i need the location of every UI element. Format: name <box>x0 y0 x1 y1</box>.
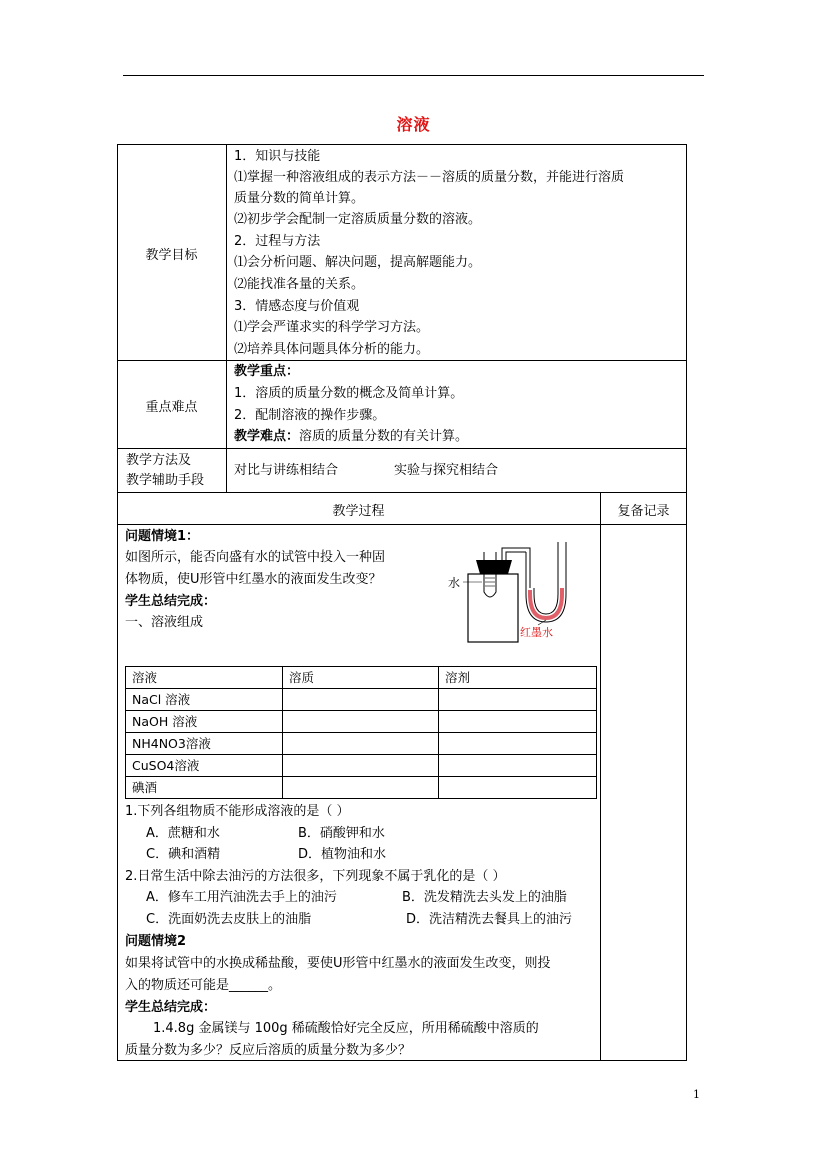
scenario1-summary: 学生总结完成： <box>125 594 217 609</box>
table-cell <box>439 777 597 799</box>
method-value: 对比与讲练相结合 <box>234 463 339 478</box>
calc-problem: 质量分数为多少？反应后溶质的质量分数为多少？ <box>125 1043 412 1058</box>
table-cell: CuSO4溶液 <box>126 755 283 777</box>
objective-line: 1．知识与技能 <box>234 149 321 164</box>
table-cell <box>283 755 439 777</box>
table-row <box>126 733 597 755</box>
table-header: 溶剂 <box>439 667 597 689</box>
objective-line: 3．情感态度与价值观 <box>234 299 360 314</box>
red-ink <box>528 588 564 620</box>
methods-label-line2: 教学辅助手段 <box>126 473 205 488</box>
table-cell <box>283 777 439 799</box>
difficulty-title: 教学难点： <box>234 429 300 444</box>
column-divider <box>600 492 601 1061</box>
table-cell: NH4NO3溶液 <box>126 733 283 755</box>
table-cell <box>283 733 439 755</box>
question1-option-c: C．碘和酒精 <box>146 847 221 862</box>
table-header: 溶液 <box>126 667 283 689</box>
composition-table <box>125 666 597 799</box>
question1-option-a: A．蔗糖和水 <box>146 826 220 841</box>
page-title: 溶液 <box>396 115 431 134</box>
table-cell <box>439 689 597 711</box>
objective-line: 2．过程与方法 <box>234 234 321 249</box>
objective-line: ⑵培养具体问题具体分析的能力。 <box>234 342 430 357</box>
table-cell <box>439 733 597 755</box>
row-divider <box>117 492 687 493</box>
method-value: 实验与探究相结合 <box>394 463 499 478</box>
objective-line: ⑵能找准各量的关系。 <box>234 277 365 292</box>
question2-option-a: A．修车工用汽油洗去手上的油污 <box>146 890 337 905</box>
question2-option-b: B．洗发精洗去头发上的油脂 <box>402 890 567 905</box>
objectives-label: 教学目标 <box>145 248 198 263</box>
difficulty-line <box>234 426 468 447</box>
u-tube-apparatus-diagram <box>448 538 578 648</box>
stopper <box>476 560 512 574</box>
scenario2-text: 如果将试管中的水换成稀盐酸，要使U形管中红墨水的液面发生改变，则投 <box>125 956 551 971</box>
table-cell: 碘酒 <box>126 777 283 799</box>
table-row <box>126 777 597 799</box>
table-cell <box>283 689 439 711</box>
question2-option-c: C．洗面奶洗去皮肤上的油脂 <box>146 912 312 927</box>
scenario2-text: 入的物质还可能是______。 <box>125 978 282 993</box>
question1-option-b: B．硝酸钾和水 <box>298 826 385 841</box>
table-cell <box>439 711 597 733</box>
difficulty-text: 溶质的质量分数的有关计算。 <box>299 429 469 444</box>
row-divider <box>117 448 687 449</box>
table-cell: NaCl 溶液 <box>126 689 283 711</box>
focus-title: 教学重点： <box>234 364 300 379</box>
table-header-row <box>126 667 597 689</box>
notes-header: 复备记录 <box>617 504 670 519</box>
focus-item: 2．配制溶液的操作步骤。 <box>234 408 386 423</box>
calc-problem: 1.4.8g 金属镁与 100g 稀硫酸恰好完全反应，所用稀硫酸中溶质的 <box>153 1021 539 1036</box>
scenario1-title: 问题情境1： <box>125 529 200 544</box>
column-divider <box>226 144 227 492</box>
process-header: 教学过程 <box>332 504 385 519</box>
methods-label-line1: 教学方法及 <box>126 453 192 468</box>
table-cell <box>283 711 439 733</box>
key-points-label: 重点难点 <box>145 400 198 415</box>
table-header: 溶质 <box>283 667 439 689</box>
table-cell <box>439 755 597 777</box>
page-number: 1 <box>693 1088 700 1101</box>
table-row <box>126 711 597 733</box>
table-row <box>126 755 597 777</box>
objective-line: 质量分数的简单计算。 <box>234 191 365 206</box>
scenario1-text: 体物质，使U形管中红墨水的液面发生改变？ <box>125 572 382 587</box>
objective-line: ⑴掌握一种溶液组成的表示方法－－溶质的质量分数，并能进行溶质 <box>234 170 625 185</box>
bottle <box>468 574 518 642</box>
objective-line: ⑴学会严谨求实的科学学习方法。 <box>234 320 430 335</box>
question2-option-d: D．洗洁精洗去餐具上的油污 <box>406 912 573 927</box>
water-label: 水 <box>448 576 461 590</box>
table-row <box>126 689 597 711</box>
objective-line: ⑵初步学会配制一定溶质质量分数的溶液。 <box>234 212 482 227</box>
header-rule <box>123 75 704 76</box>
row-divider <box>117 360 687 361</box>
section-heading: 一、溶液组成 <box>125 615 204 630</box>
objective-line: ⑴会分析问题、解决问题，提高解题能力。 <box>234 255 482 270</box>
focus-item: 1．溶质的质量分数的概念及简单计算。 <box>234 386 464 401</box>
question2-stem: 2.日常生活中除去油污的方法很多，下列现象不属于乳化的是（ ） <box>125 869 506 884</box>
table-cell: NaOH 溶液 <box>126 711 283 733</box>
red-ink-label: 红墨水 <box>520 626 553 639</box>
scenario2-summary: 学生总结完成： <box>125 1000 217 1015</box>
scenario1-text: 如图所示，能否向盛有水的试管中投入一种固 <box>125 550 386 565</box>
scenario2-title: 问题情境2 <box>125 934 187 949</box>
question1-stem: 1.下列各组物质不能形成溶液的是（ ） <box>125 804 350 819</box>
row-divider <box>117 524 687 525</box>
question1-option-d: D．植物油和水 <box>298 847 387 862</box>
